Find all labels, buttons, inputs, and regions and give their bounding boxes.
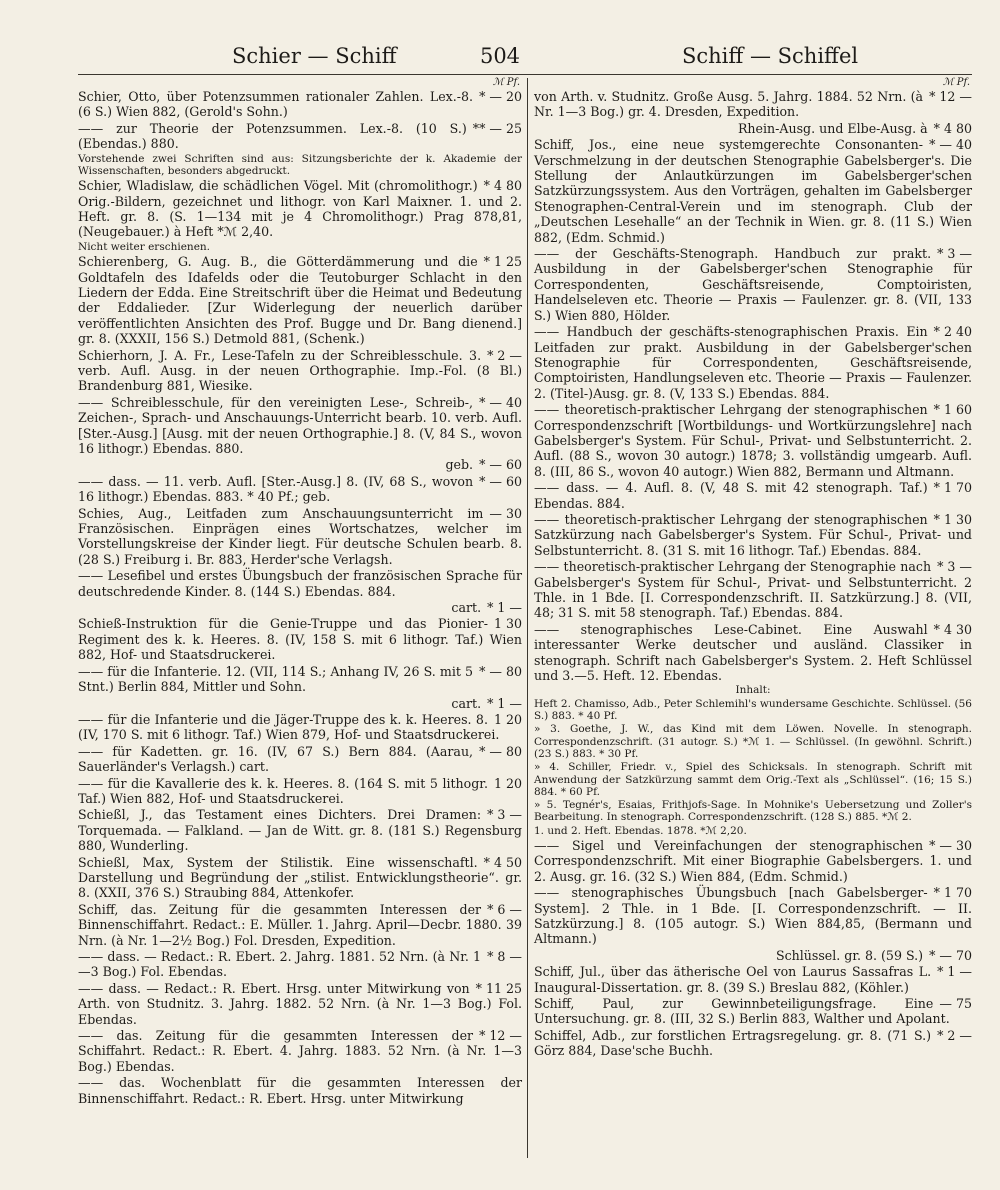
catalog-entry (78, 395, 522, 457)
entry-price: * 12 — (929, 89, 972, 104)
catalog-entry (78, 664, 522, 695)
page-header (0, 44, 1000, 74)
entry-price: * — 80 (479, 743, 522, 759)
entry-price: * — 60 (479, 473, 522, 489)
catalog-entry (78, 474, 522, 505)
entry-text: Schies, Aug., Leitfaden zum Anschauungsunterricht im Französischen. Einprägen eines Wortschatzes, welcher im Vorstellungskreise der Kinder liegt. Für deutsche Schulen bearb. 8. (28 S.) Freiburg i. Br. 883, Herder'sche Verlagsh. (78, 505, 522, 567)
entry-text: —— dass. — Redact.: R. Ebert. Hrsg. unter Mitwirkung von Arth. von Studnitz. 3. Jahrg. 1882. 52 Nrn. (à Nr. 1—3 Bog.) Fol. Ebendas. (78, 980, 522, 1027)
entry-price: * 12 — (479, 1028, 522, 1044)
entry-text: Schiff, Jos., eine neue systemgerechte Consonanten-Verschmelzung in der deutschen Stenographie Gabelsberger's. Die Stellung der Anlautkürzungen im Gabelsberger'schen Satzkürzungssystem. Aus den Vorträgen, gehalten im Gabelsberger Stenographen-Central-Verein und im stenograph. Club der „Deutschen Lesehalle“ an der Technik in Wien. gr. 8. (11 S.) Wien 882, (Edm. Schmid.) (534, 137, 972, 245)
catalog-entry (534, 948, 972, 963)
entry-price: * 2 — (937, 1027, 972, 1043)
entry-text: —— dass. — 4. Aufl. 8. (V, 48 S. mit 42 stenograph. Taf.) Ebendas. 884. (534, 480, 928, 511)
entry-text: » 3. Goethe, J. W., das Kind mit dem Löwen. Novelle. In stenograph. Correspondenzschrift. (31 autogr. S.) *ℳ 1. — Schlüssel. (In gewöhnl. Schrift.) (23 S.) 883. * 30 Pf. (534, 723, 972, 760)
entry-price: * 11 25 (475, 980, 522, 996)
header-left-title: Schier — Schiff (232, 44, 397, 68)
entry-price: * 4 80 (483, 178, 522, 194)
entry-text: —— für die Infanterie und die Jäger-Truppe des k. k. Heeres. 8. (IV, 170 S. mit 6 lithogr. Taf.) Wien 879, Hof- und Staatsdruckerei. (78, 711, 500, 743)
entry-text: Schiff, Jul., über das ätherische Oel von Laurus Sassafras L. Inaugural-Dissertation. gr. 8. (39 S.) Breslau 882, (Köhler.) (534, 964, 932, 995)
entry-text: —— für die Kavallerie des k. k. Heeres. 8. (164 S. mit 5 lithogr. Taf.) Wien 882, Hof- und Staatsdruckerei. (78, 775, 488, 806)
catalog-entry (534, 324, 972, 401)
entry-price: * — 40 (479, 394, 522, 410)
entry-text: Vorstehende zwei Schriften sind aus: Sitzungsberichte der k. Akademie der Wissenschaften, besonders abgedruckt. (78, 152, 522, 177)
catalog-entry (78, 1075, 522, 1106)
entry-text: Schiff, das. Zeitung für die gesammten Interessen der Binnenschiffahrt. Redact.: E. Müller. 1. Jahrg. April—Decbr. 1880. 39 Nrn. (à Nr. 1—2½ Bog.) Fol. Dresden, Expedition. (78, 901, 522, 948)
entry-price: 1 20 (493, 775, 522, 791)
catalog-entry (78, 457, 522, 472)
catalog-entry (78, 902, 522, 948)
entry-text: —— stenographisches Übungsbuch [nach Gabelsberger-System]. 2 Thle. in 1 Bde. [I. Correspondenzschrift. — II. Satzkürzung.] 8. (105 autogr. S.) Wien 884,85, (Bermann und Altmann.) (534, 885, 972, 947)
entry-price: ** — 25 (472, 120, 522, 136)
entry-price: * 4 80 (933, 120, 972, 136)
catalog-entry (78, 696, 522, 711)
catalog-entry (78, 241, 522, 253)
entry-price: * 4 30 (933, 621, 972, 637)
entry-text: —— zur Theorie der Potenzsummen. Lex.-8. (10 S.) (Ebendas.) 880. (78, 120, 467, 152)
page-number: 504 (479, 44, 521, 68)
entry-text: —— Handbuch der geschäfts-stenographischen Praxis. Ein Leitfaden zur prakt. Ausbildung in der Gabelsberger'schen Stenographie für Correspondenten, Geschäftsreisende, Comptoiristen, Handlungseleven etc. Theorie — Praxis — Faulenzer. 2. (Titel-)Ausg. gr. 8. (V, 133 S.) Ebendas. 884. (534, 324, 972, 401)
catalog-entry (534, 622, 972, 684)
entry-price: * 1 60 (933, 402, 972, 418)
catalog-entry (534, 559, 972, 621)
entry-text: Schier, Otto, über Potenzsummen rationaler Zahlen. Lex.-8. (6 S.) Wien 882, (Gerold's Sohn.) (78, 89, 474, 120)
catalog-entry (534, 698, 972, 723)
entry-text: —— theoretisch-praktischer Lehrgang der stenographischen Correspondenzschrift [Wortbildungs- und Wortkürzungslehre] nach Gabelsberger's System. Für Schul-, Privat- und Selbstunterricht. 2. Aufl. (88 S., wovon 30 autogr.) 1878; 3. vollständig umgearb. Aufl. 8. (III, 86 S., wovon 40 autogr.) Wien 882, Bermann und Altmann. (534, 402, 972, 479)
price-unit-label: ℳ Pf. (492, 77, 520, 88)
entry-price: * 8 — (487, 949, 522, 965)
entry-price: * 1 70 (933, 885, 972, 901)
entry-text: Schießl, J., das Testament eines Dichters. Drei Dramen: Torquemada. — Falkland. — Jan de Witt. gr. 8. (181 S.) Regensburg 880, Wunderling. (78, 807, 522, 854)
catalog-entry (534, 838, 972, 884)
catalog-entry (534, 761, 972, 798)
entry-text: —— für Kadetten. gr. 16. (IV, 67 S.) Bern 884. (Aarau, Sauerländer's Verlagsh.) cart. (78, 743, 474, 775)
catalog-entry (78, 153, 522, 178)
entry-text: cart. (451, 695, 482, 711)
entry-text: Inhalt: (735, 684, 771, 697)
entry-price: * 2 — (487, 347, 522, 363)
entry-text: Schierenberg, G. Aug. B., die Götterdämmerung und die Goldtafeln des Idafelds oder die Teutoburger Schlacht in den Liedern der Edda. Eine Streitschrift über die Heimat und Bedeutung der Eddalieder. [Zur Widerlegung der neuerlich darüber veröffentlichten Ansichten des Prof. Bugge und Dr. Bang dienend.] gr. 8. (XXXII, 156 S.) Detmold 881, (Schenk.) (78, 254, 522, 347)
entry-price: * — 70 (929, 947, 972, 963)
entry-price: * 1 30 (933, 511, 972, 527)
entry-text: —— theoretisch-praktischer Lehrgang der stenographischen Satzkürzung nach Gabelsberger's System. Für Schul-, Privat- und Selbstunterricht. 8. (31 S. mit 16 lithogr. Taf.) Ebendas. 884. (534, 511, 972, 558)
catalog-entry (534, 137, 972, 245)
entry-text: —— der Geschäfts-Stenograph. Handbuch zur prakt. Ausbildung in der Gabelsberger'schen Stenographie für Correspondenten, Geschäftsreisende, Comptoiristen, Handelseleven etc. Theorie — Praxis — Faulenzer. gr. 8. (VII, 133 S.) Wien 880, Hölder. (534, 246, 972, 323)
entry-price: * 4 50 (483, 854, 522, 870)
entry-price: * 6 — (487, 901, 522, 917)
entry-price: * — 40 (929, 137, 972, 153)
entry-text: » 4. Schiller, Friedr. v., Spiel des Schicksals. In stenograph. Schrift mit Anwendung der Satzkürzung sammt dem Orig.-Text als „Schlüssel“. (16; 15 S.) 884. * 60 Pf. (534, 761, 972, 798)
catalog-entry (534, 246, 972, 323)
catalog-entry (78, 744, 522, 775)
catalog-entry (78, 600, 522, 615)
entry-price: * — 20 (479, 89, 522, 104)
entry-text: Schießl, Max, System der Stilistik. Eine wissenschaftl. Darstellung und Begründung der „stilist. Entwicklungstheorie“. gr. 8. (XXII, 376 S.) Straubing 884, Attenkofer. (78, 854, 522, 901)
catalog-entry (78, 121, 522, 152)
catalog-entry (534, 996, 972, 1027)
entry-text: Schiff, Paul, zur Gewinnbeteiligungsfrage. Eine Untersuchung. gr. 8. (III, 32 S.) Berlin 883, Walther und Apolant. (534, 996, 950, 1027)
catalog-entry (534, 799, 972, 824)
catalog-entry (78, 776, 522, 807)
catalog-entry (78, 254, 522, 346)
entry-text: Schierhorn, J. A. Fr., Lese-Tafeln zu der Schreiblesschule. 3. verb. Aufl. Ausg. in der neuen Orthographie. Imp.-Fol. (8 Bl.) Brandenburg 881, Wiesike. (78, 347, 522, 394)
header-right-title: Schiff — Schiffel (682, 44, 859, 68)
price-unit-label: ℳ Pf. (942, 77, 970, 88)
column-divider (527, 78, 528, 1158)
entry-price: — 75 (939, 996, 972, 1012)
entry-text: » 5. Tegnér's, Esaias, Frithjofs-Sage. In Mohnike's Uebersetzung und Zoller's Bearbeitung. In stenograph. Correspondenzschrift. (128 S.) 885. *ℳ 2. (534, 799, 972, 824)
catalog-entry (78, 981, 522, 1027)
entry-text: Rhein-Ausg. und Elbe-Ausg. à (737, 120, 928, 136)
catalog-entry (78, 506, 522, 568)
entry-text: —— Schreiblesschule, für den vereinigten Lese-, Schreib-, Zeichen-, Sprach- und Anschauungs-Unterricht bearb. 10. verb. Aufl. [Ster.-Ausg.] [Ausg. mit der neuen Orthographie.] 8. (V, 84 S., wovon 16 lithogr.) Ebendas. 880. (78, 394, 522, 457)
left-column (78, 77, 522, 1107)
entry-price: 1 20 (493, 711, 522, 727)
catalog-entry (534, 684, 972, 696)
entry-text: geb. (445, 457, 474, 473)
catalog-entry (78, 855, 522, 901)
entry-price: * 1 — (937, 964, 972, 980)
entry-text: Schier, Wladislaw, die schädlichen Vögel. Mit (chromolithogr.) Orig.-Bildern, gezeichnet und lithogr. von Karl Maixner. 1. und 2. Heft. gr. 8. (S. 1—134 mit je 4 Chromolithogr.) Prag 878,81, (Neugebauer.) à Heft *ℳ 2,40. (78, 178, 522, 240)
catalog-entry (78, 949, 522, 980)
entry-price: * 1 70 (933, 480, 972, 496)
catalog-entry (78, 178, 522, 240)
entry-text: 1. und 2. Heft. Ebendas. 1878. *ℳ 2,20. (534, 824, 747, 837)
catalog-entry (78, 568, 522, 599)
catalog-entry (534, 121, 972, 136)
entry-text: Schiffel, Adb., zur forstlichen Ertragsregelung. gr. 8. (71 S.) Görz 884, Dase'sche Buchh. (534, 1027, 932, 1059)
catalog-entry (78, 348, 522, 394)
entry-text: —— Lesefibel und erstes Übungsbuch der französischen Sprache für deutschredende Kinder. 8. (144 S.) Ebendas. 884. (78, 568, 522, 599)
right-column (534, 77, 972, 1060)
entry-text: —— dass. — 11. verb. Aufl. [Ster.-Ausg.] 8. (IV, 68 S., wovon 16 lithogr.) Ebendas. 883. * 40 Pf.; geb. (78, 473, 474, 505)
entry-price: * — 80 (479, 663, 522, 679)
entry-text: Heft 2. Chamisso, Adb., Peter Schlemihl's wundersame Geschichte. Schlüssel. (56 S.) 883. * 40 Pf. (534, 697, 972, 723)
entry-text: Schieß-Instruktion für die Genie-Truppe und das Pionier-Regiment des k. k. Heeres. 8. (IV, 158 S. mit 6 lithogr. Taf.) Wien 882, Hof- und Staatsdruckerei. (78, 616, 522, 663)
catalog-entry (534, 512, 972, 558)
entry-price: * 1 25 (483, 254, 522, 270)
header-rule (78, 74, 972, 75)
entry-text: von Arth. v. Studnitz. Große Ausg. 5. Jahrg. 1884. 52 Nrn. (à Nr. 1—3 Bog.) gr. 4. Dresden, Expedition. (534, 89, 924, 120)
entry-price: * 3 — (937, 246, 972, 262)
catalog-entry (78, 807, 522, 853)
catalog-entry (534, 1028, 972, 1059)
entry-price: 1 30 (493, 616, 522, 632)
entry-price: * 2 40 (933, 324, 972, 340)
catalog-entry (534, 825, 972, 837)
entry-text: —— für die Infanterie. 12. (VII, 114 S.; Anhang IV, 26 S. mit 5 Stnt.) Berlin 884, Mittler und Sohn. (78, 663, 474, 695)
entry-price: * — 30 (929, 838, 972, 853)
entry-price: * — 60 (479, 457, 522, 473)
entry-text: Nicht weiter erschienen. (78, 240, 211, 253)
entry-price: * 1 — (487, 695, 522, 711)
catalog-entry (534, 964, 972, 995)
entry-text: Schlüssel. gr. 8. (59 S.) (775, 947, 924, 963)
entry-price: * 3 — (937, 559, 972, 575)
catalog-entry (78, 1028, 522, 1074)
entry-text: —— dass. — Redact.: R. Ebert. 2. Jahrg. 1881. 52 Nrn. (à Nr. 1—3 Bog.) Fol. Ebendas. (78, 949, 482, 980)
catalog-entry (534, 89, 972, 120)
entry-price: * 1 — (487, 600, 522, 616)
entry-text: cart. (451, 600, 482, 616)
entry-text: —— theoretisch-praktischer Lehrgang der Stenographie nach Gabelsberger's System für Schul-, Privat- und Selbstunterricht. 2 Thle. in 1 Bde. [I. Correspondenzschrift. II. Satzkürzung.] 8. (VII, 48; 31 S. mit 58 stenograph. Taf.) Ebendas. 884. (534, 559, 972, 621)
catalog-entry (78, 616, 522, 662)
entry-text: —— das. Zeitung für die gesammten Interessen der Schiffahrt. Redact.: R. Ebert. 4. Jahrg. 1883. 52 Nrn. (à Nr. 1—3 Bog.) Ebendas. (78, 1028, 522, 1074)
catalog-entry (78, 89, 522, 120)
catalog-entry (534, 723, 972, 760)
entry-text: —— stenographisches Lese-Cabinet. Eine Auswahl interessanter Werke deutscher und ausländ. Classiker in stenograph. Schrift nach Gabelsberger's System. 2. Heft Schlüssel und 3.—5. Heft. 12. Ebendas. (534, 621, 972, 684)
catalog-entry (534, 885, 972, 947)
entry-price: * 3 — (487, 807, 522, 823)
entry-text: —— das. Wochenblatt für die gesammten Interessen der Binnenschiffahrt. Redact.: R. Ebert. Hrsg. unter Mitwirkung (78, 1075, 522, 1106)
entry-price: — 30 (489, 505, 522, 521)
catalog-entry (78, 712, 522, 743)
entry-text: —— Sigel und Vereinfachungen der stenographischen Correspondenzschrift. Mit einer Biographie Gabelsbergers. 1. und 2. Ausg. gr. 16. (32 S.) Wien 884, (Edm. Schmid.) (534, 838, 972, 884)
catalog-entry (534, 402, 972, 479)
catalog-entry (534, 480, 972, 511)
